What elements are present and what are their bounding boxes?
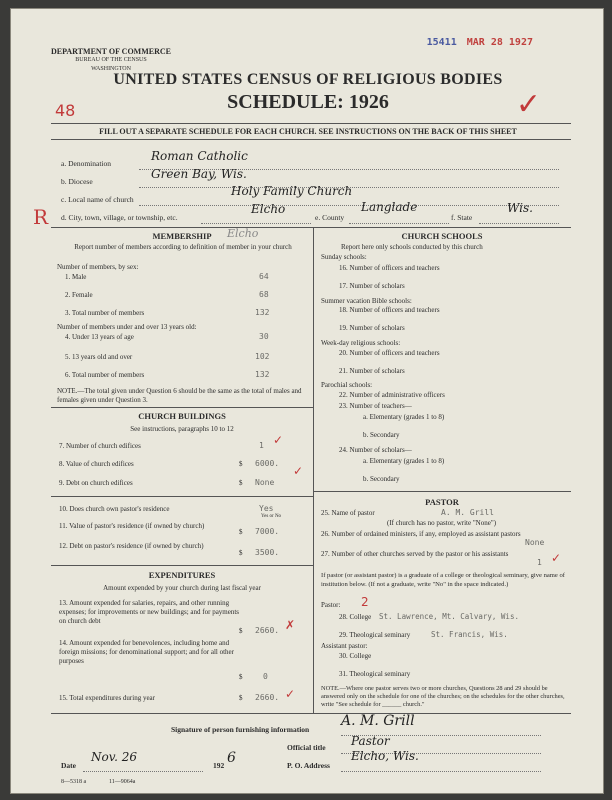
buildings-heading: CHURCH BUILDINGS <box>138 411 226 421</box>
q11-value[interactable]: 7000. <box>255 527 280 536</box>
schools-intro: Report here only schools conducted by this church <box>341 243 483 251</box>
q13-value[interactable]: 2660. <box>255 626 280 635</box>
q23b-label: b. Secondary <box>363 431 400 439</box>
pastor-heading: PASTOR <box>425 497 459 507</box>
date-value[interactable]: Nov. 26 <box>91 750 137 764</box>
q20-label: 20. Number of officers and teachers <box>339 349 440 357</box>
q13-label: 13. Amount expended for salaries, repairs, and other running expenses; for improvements or new buildings; and for payments on church debt <box>59 599 240 625</box>
dept-line1: DEPARTMENT OF COMMERCE <box>51 47 172 56</box>
red-check-mark-icon: ✓ <box>515 88 541 121</box>
q25-note: (If church has no pastor, write "None") <box>387 519 497 527</box>
dept-line3: WASHINGTON <box>91 66 131 72</box>
q24b-label: b. Secondary <box>363 475 400 483</box>
census-schedule-sheet <box>10 8 604 794</box>
po-address-label: P. O. Address <box>287 761 330 770</box>
q17-label: 17. Number of scholars <box>339 282 405 290</box>
fill-out-instruction: FILL OUT A SEPARATE SCHEDULE FOR EACH CHURCH. SEE INSTRUCTIONS ON THE BACK OF THIS SHEET <box>99 127 517 136</box>
q8-value[interactable]: 6000. <box>255 459 280 468</box>
q9-label: 9. Debt on church edifices <box>59 479 133 487</box>
state-label: f. State <box>451 213 473 222</box>
membership-note: NOTE.—The total given under Question 6 should be the same as the total of males and females given under Question 3. <box>57 387 302 404</box>
summer-schools-label: Summer vacation Bible schools: <box>321 297 412 305</box>
state-value[interactable]: Wis. <box>507 201 533 215</box>
schools-heading: CHURCH SCHOOLS <box>401 231 483 241</box>
membership-handwritten-note: Elcho <box>227 227 259 240</box>
q4-label: 4. Under 13 years of age <box>65 333 134 341</box>
local-name-label: c. Local name of church <box>61 195 134 204</box>
q25-label: 25. Name of pastor <box>321 509 375 517</box>
pastor-note: NOTE.—Where one pastor serves two or more churches, Questions 28 and 29 should be answered only on the schedule for one of the churches; on the schedules for the other churches, write "See schedule for ______ church." <box>321 685 565 708</box>
signature-value[interactable]: A. M. Grill <box>341 713 415 729</box>
county-label: e. County <box>315 213 345 222</box>
q19-label: 19. Number of scholars <box>339 324 405 332</box>
po-address-value[interactable]: Elcho, Wis. <box>351 749 419 763</box>
q8-label: 8. Value of church edifices <box>59 460 134 468</box>
official-title-label: Official title <box>287 743 326 752</box>
date-label: Date <box>61 761 76 770</box>
q2-value[interactable]: 68 <box>259 290 269 299</box>
stamp-date: MAR 28 1927 <box>466 37 533 48</box>
q12-label: 12. Debt on pastor's residence (if owned by church) <box>59 542 204 550</box>
q24-label: 24. Number of scholars— <box>339 446 412 454</box>
parochial-schools-label: Parochial schools: <box>321 381 373 389</box>
buildings-intro: See instructions, paragraphs 10 to 12 <box>130 425 234 433</box>
official-title-value[interactable]: Pastor <box>351 734 390 748</box>
q12-value[interactable]: 3500. <box>255 548 280 557</box>
q1-label: 1. Male <box>65 273 87 281</box>
q5-value[interactable]: 102 <box>255 352 270 361</box>
q8-dollar: $ <box>239 460 243 468</box>
q29-label: 29. Theological seminary <box>339 631 411 639</box>
q3-value[interactable]: 132 <box>255 308 270 317</box>
q30-label: 30. College <box>339 652 372 660</box>
yes-or-no-hint: Yes or No <box>261 514 282 519</box>
sunday-schools-label: Sunday schools: <box>321 253 367 261</box>
q15-label: 15. Total expenditures during year <box>59 694 155 702</box>
q27-label: 27. Number of other churches served by the pastor or his assistants <box>321 550 509 558</box>
q13-dollar: $ <box>239 627 243 635</box>
q16-label: 16. Number of officers and teachers <box>339 264 440 272</box>
q22-label: 22. Number of administrative officers <box>339 391 445 399</box>
q13-check-icon: ✗ <box>285 618 296 632</box>
q23a-label: a. Elementary (grades 1 to 8) <box>363 413 445 421</box>
denomination-value[interactable]: Roman Catholic <box>151 149 248 163</box>
q27-value[interactable]: 1 <box>537 558 542 567</box>
red-letter-annotation: R <box>33 205 49 229</box>
county-value[interactable]: Langlade <box>361 200 418 214</box>
expenditures-heading: EXPENDITURES <box>148 570 216 580</box>
q4-value[interactable]: 30 <box>259 332 269 341</box>
membership-intro: Report number of members according to definition of member in your church <box>74 243 292 251</box>
q14-dollar: $ <box>239 673 243 681</box>
q6-value[interactable]: 132 <box>255 370 270 379</box>
pastor-sublabel: Pastor: <box>321 601 341 609</box>
city-value[interactable]: Elcho <box>251 202 286 216</box>
q15-check-icon: ✓ <box>285 687 296 701</box>
q11-dollar: $ <box>239 528 243 536</box>
q26-value[interactable]: None <box>525 538 545 547</box>
q24a-label: a. Elementary (grades 1 to 8) <box>363 457 445 465</box>
q9-dollar: $ <box>239 479 243 487</box>
diocese-value[interactable]: Green Bay, Wis. <box>151 167 247 181</box>
q8-check-icon: ✓ <box>293 464 304 478</box>
q1-value[interactable]: 64 <box>259 272 269 281</box>
q31-label: 31. Theological seminary <box>339 670 411 678</box>
stamp-number: 15411 <box>426 37 457 48</box>
diocese-label: b. Diocese <box>61 177 93 186</box>
expenditures-intro: Amount expended by your church during last fiscal year <box>103 584 261 592</box>
form-title: UNITED STATES CENSUS OF RELIGIOUS BODIES <box>113 71 503 88</box>
denomination-label: a. Denomination <box>61 159 111 168</box>
q14-value[interactable]: 0 <box>263 672 268 681</box>
q27-check-icon: ✓ <box>551 551 562 565</box>
q29-value[interactable]: St. Francis, Wis. <box>431 630 508 639</box>
q10-label: 10. Does church own pastor's residence <box>59 505 170 513</box>
q26-label: 26. Number of ordained ministers, if any, employed as assistant pastors <box>321 530 521 538</box>
q14-label: 14. Amount expended for benevolences, including home and foreign missions; for denominational support; and for all other purposes <box>59 639 234 665</box>
q2-label: 2. Female <box>65 291 93 299</box>
q3-label: 3. Total number of members <box>65 309 145 317</box>
weekday-schools-label: Week-day religious schools: <box>321 339 401 347</box>
q11-label: 11. Value of pastor's residence (if owned by church) <box>59 522 205 530</box>
city-label: d. City, town, village, or township, etc. <box>61 213 178 222</box>
q7-label: 7. Number of church edifices <box>59 442 141 450</box>
assistant-pastor-sublabel: Assistant pastor: <box>321 642 368 650</box>
dept-line2: BUREAU OF THE CENSUS <box>75 57 147 63</box>
graduate-note: If pastor (or assistant pastor) is a graduate of a college or theological seminary, give name of institution below. (If not a graduate, write "No" in the space indicated.) <box>321 572 566 588</box>
q10-value[interactable]: Yes <box>259 504 274 513</box>
q21-label: 21. Number of scholars <box>339 367 405 375</box>
q23-label: 23. Number of teachers— <box>339 402 412 410</box>
local-name-value[interactable]: Holy Family Church <box>231 184 353 198</box>
membership-by-age-label: Number of members under and over 13 years old: <box>57 323 197 331</box>
q28-value[interactable]: St. Lawrence, Mt. Calvary, Wis. <box>379 612 519 621</box>
print-number: 11—9064a <box>109 779 136 785</box>
q9-value[interactable]: None <box>255 478 275 487</box>
q5-label: 5. 13 years old and over <box>65 353 133 361</box>
q7-value[interactable]: 1 <box>259 441 264 450</box>
q28-label: 28. College <box>339 613 372 621</box>
year-prefix: 192 <box>213 761 225 770</box>
q12-dollar: $ <box>239 549 243 557</box>
q15-dollar: $ <box>239 694 243 702</box>
red-number-annotation: 48 <box>55 101 76 120</box>
membership-heading: MEMBERSHIP <box>152 231 212 241</box>
form-number: 8—5318 a <box>61 779 87 785</box>
membership-by-sex-label: Number of members, by sex: <box>57 263 139 271</box>
department-heading <box>51 47 171 74</box>
q18-label: 18. Number of officers and teachers <box>339 306 440 314</box>
q6-label: 6. Total number of members <box>65 371 145 379</box>
q25-value[interactable]: A. M. Grill <box>441 508 494 517</box>
q7-check-icon: ✓ <box>273 433 284 447</box>
schedule-title: SCHEDULE: 1926 <box>227 91 389 113</box>
q15-value[interactable]: 2660. <box>255 693 280 702</box>
signature-label: Signature of person furnishing information <box>171 725 310 734</box>
year-handwritten[interactable]: 6 <box>227 750 236 766</box>
pastor-red-mark: 2 <box>361 595 369 609</box>
received-stamp <box>427 37 533 48</box>
